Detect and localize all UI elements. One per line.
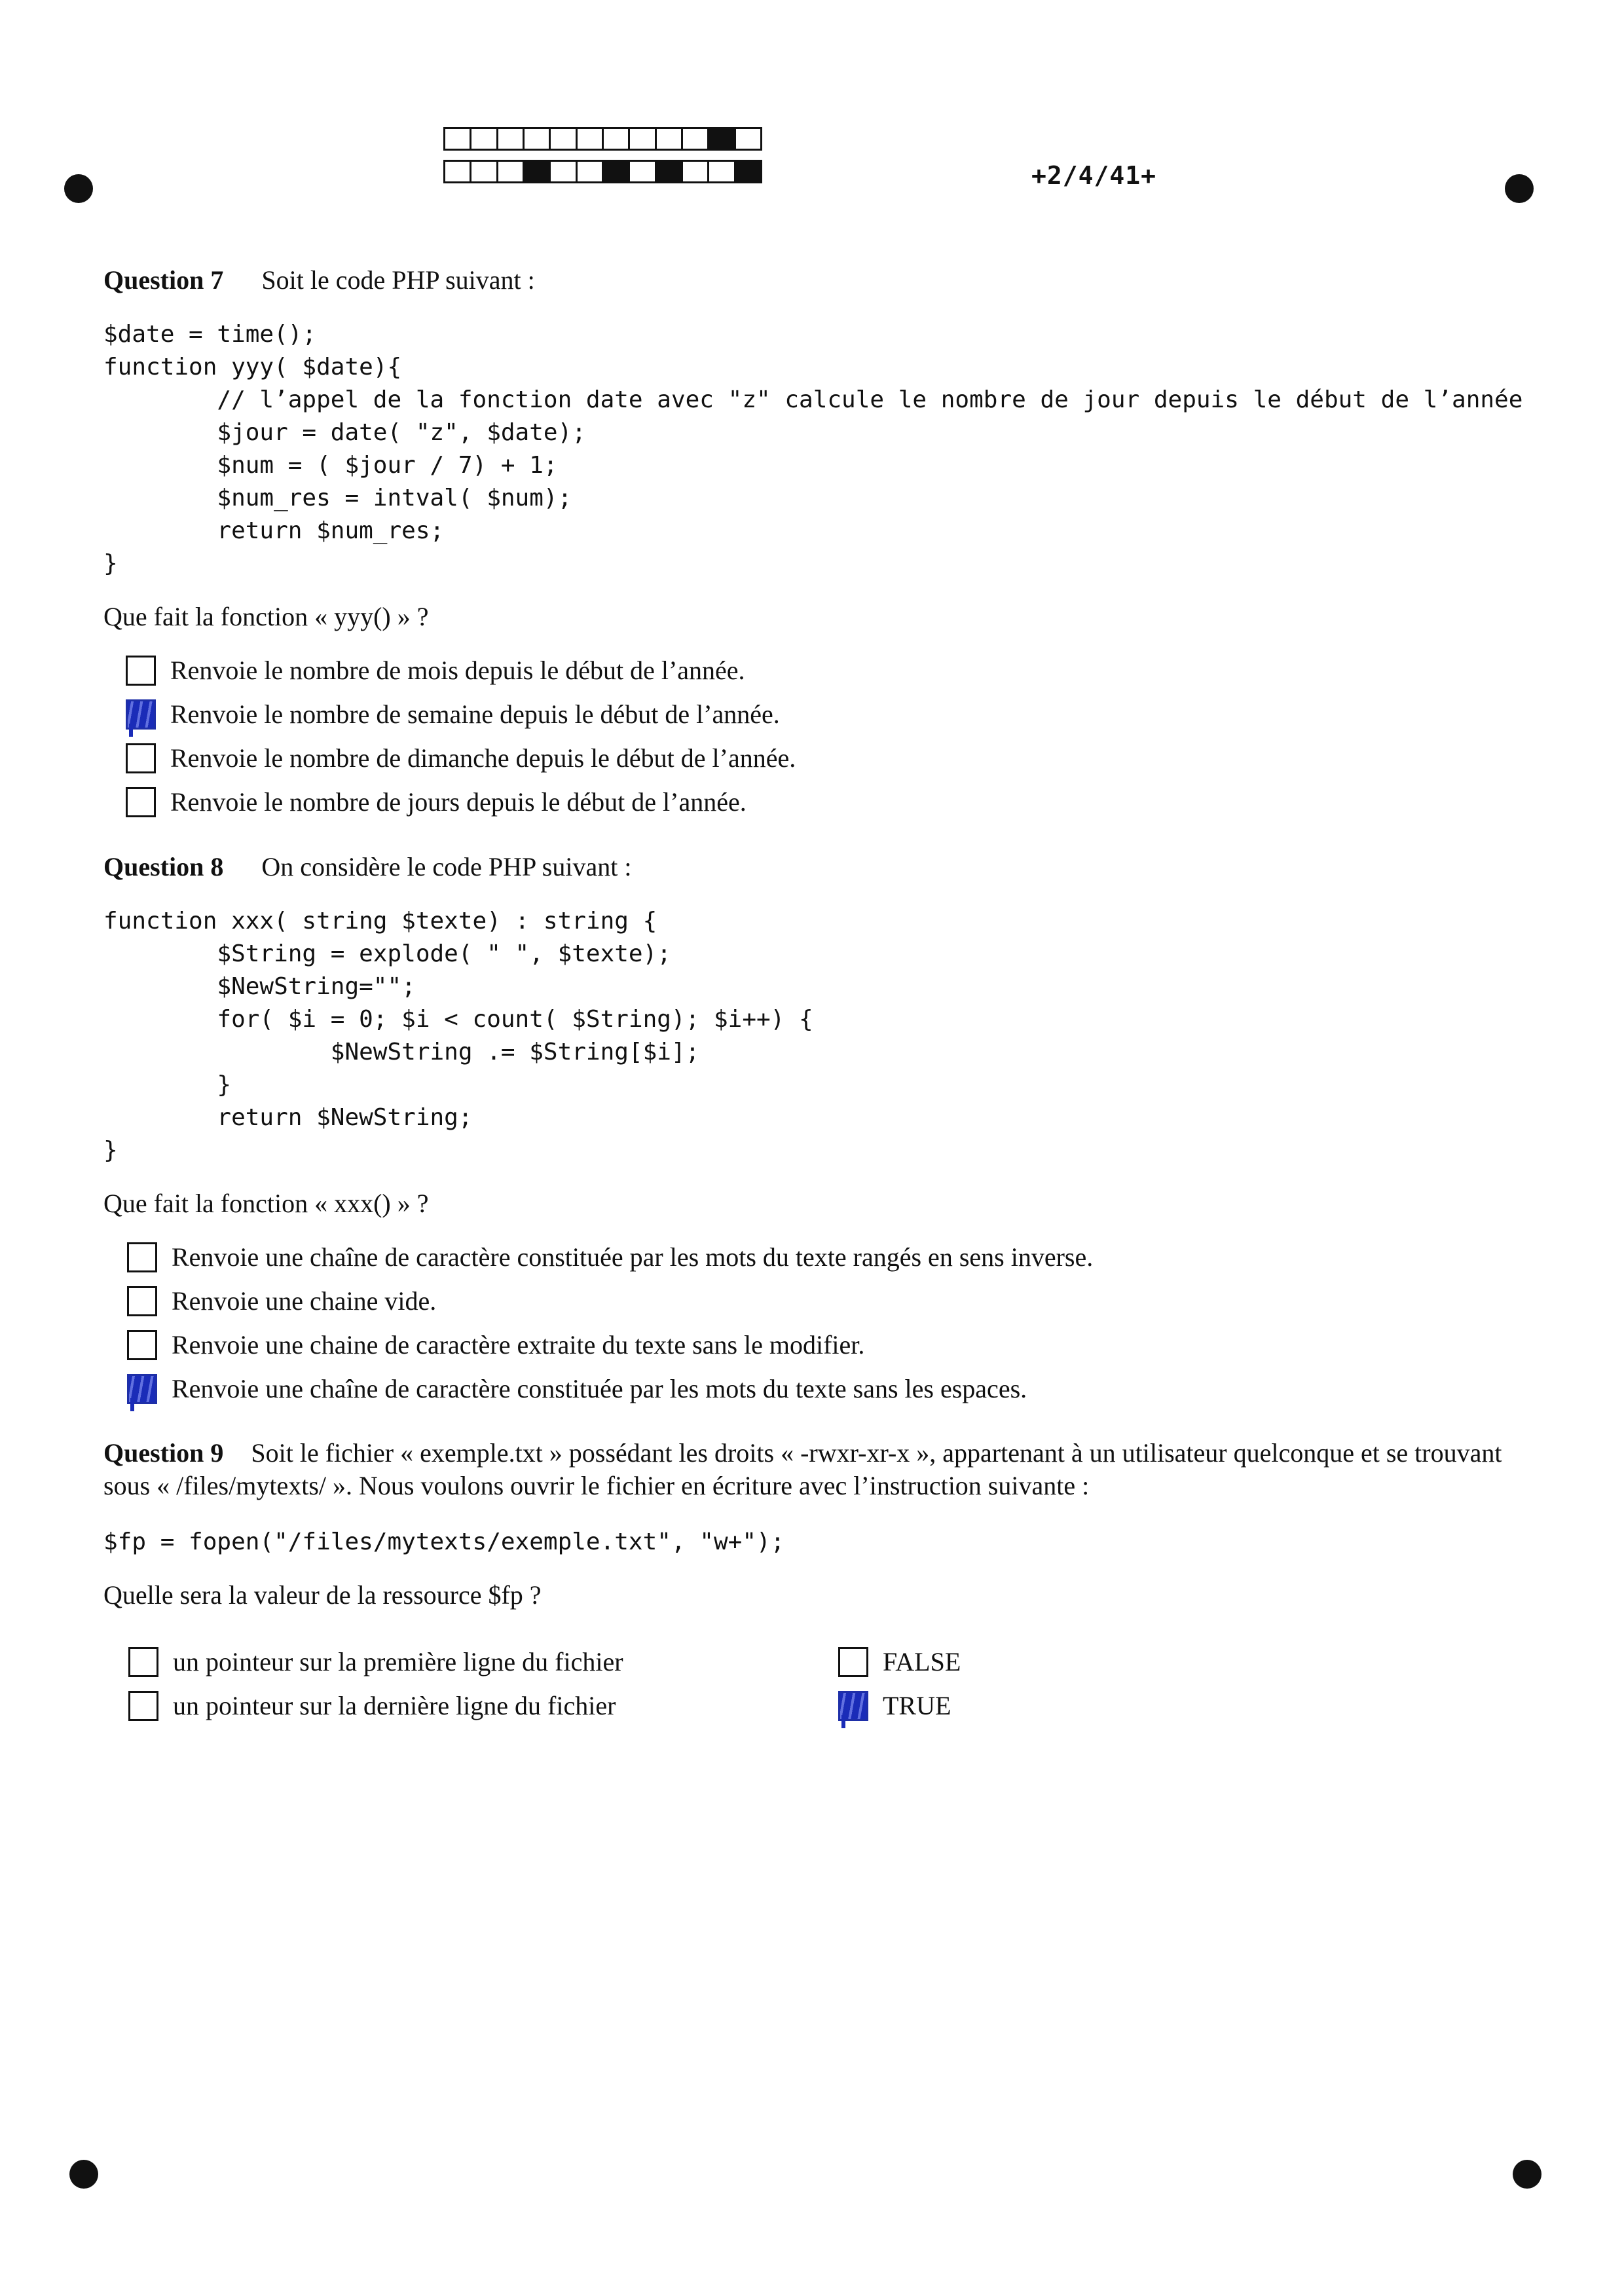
checkbox[interactable] bbox=[126, 743, 156, 773]
checkbox[interactable] bbox=[127, 1242, 157, 1272]
checkbox[interactable] bbox=[126, 787, 156, 817]
option-text: TRUE bbox=[883, 1691, 951, 1720]
grid-cell-empty bbox=[549, 160, 577, 183]
option-text: un pointeur sur la dernière ligne du fichier bbox=[173, 1691, 616, 1720]
option-text: FALSE bbox=[883, 1647, 961, 1676]
grid-cell-empty bbox=[576, 160, 604, 183]
option-text: Renvoie le nombre de mois depuis le début de l’année. bbox=[170, 656, 745, 685]
checkbox[interactable] bbox=[128, 1647, 158, 1677]
grid-cell-empty bbox=[470, 160, 498, 183]
question-7-code: $date = time(); function yyy( $date){ // l’appel de la fonction date avec "z" calcule le nombre de jour depuis le début de l’année $jour = date( "z", $date); $num = ( $jour / 7) + 1; $num_res = intval( $num); return $num_res; } bbox=[103, 321, 1523, 577]
question-8-prompt: Que fait la fonction « xxx() » ? bbox=[103, 1189, 429, 1218]
question-7-intro: Soit le code PHP suivant : bbox=[261, 265, 535, 295]
question-8-label: Question 8 bbox=[103, 852, 224, 881]
option-text: Renvoie une chaine vide. bbox=[172, 1286, 437, 1316]
grid-cell-empty bbox=[470, 127, 498, 151]
question-9-heading bbox=[103, 1437, 1518, 1502]
question-9-intro: Soit le fichier « exemple.txt » possédant les droits « -rwxr-xr-x », appartenant à un utilisateur quelconque et se trouvant sous « /files/mytexts/ ». Nous voulons ouvrir le fichier en écriture avec l’instruction suivante : bbox=[103, 1438, 1502, 1500]
header-code-grid-top bbox=[445, 127, 762, 151]
question-9-option-2[interactable] bbox=[128, 1690, 616, 1721]
grid-cell-empty bbox=[707, 160, 735, 183]
question-9-label: Question 9 bbox=[103, 1438, 224, 1468]
grid-cell-empty bbox=[734, 127, 762, 151]
option-text: un pointeur sur la première ligne du fichier bbox=[173, 1647, 623, 1676]
registration-mark-bottom-right bbox=[1513, 2160, 1541, 2189]
checkbox[interactable] bbox=[126, 656, 156, 686]
header-code-grid-bottom bbox=[445, 160, 762, 183]
option-text: Renvoie une chaîne de caractère constituée par les mots du texte rangés en sens inverse. bbox=[172, 1242, 1094, 1272]
grid-cell-empty bbox=[443, 127, 471, 151]
question-7-option-1[interactable] bbox=[126, 655, 745, 686]
page-number: +2/4/41+ bbox=[1031, 161, 1157, 190]
checkbox[interactable] bbox=[838, 1647, 868, 1677]
registration-mark-top-right bbox=[1505, 174, 1534, 203]
grid-cell-empty bbox=[496, 160, 525, 183]
question-9-code: $fp = fopen("/files/mytexts/exemple.txt", "w+"); bbox=[103, 1528, 785, 1555]
registration-mark-top-left bbox=[64, 174, 93, 203]
question-8-intro: On considère le code PHP suivant : bbox=[261, 852, 632, 881]
question-8-code: function xxx( string $texte) : string { $String = explode( " ", $texte); $NewString=""; for( $i = 0; $i < count( $String); $i++) { $NewString .= $String[$i]; } return $NewString; } bbox=[103, 908, 813, 1164]
checkbox[interactable] bbox=[127, 1330, 157, 1360]
option-text: Renvoie le nombre de semaine depuis le début de l’année. bbox=[170, 699, 780, 729]
grid-cell-filled bbox=[707, 127, 735, 151]
option-text: Renvoie une chaine de caractère extraite du texte sans le modifier. bbox=[172, 1330, 865, 1360]
grid-cell-filled bbox=[734, 160, 762, 183]
grid-cell-empty bbox=[655, 127, 683, 151]
question-7-label: Question 7 bbox=[103, 265, 224, 295]
question-9-option-4[interactable] bbox=[838, 1690, 951, 1721]
registration-mark-bottom-left bbox=[69, 2160, 98, 2189]
grid-cell-empty bbox=[549, 127, 577, 151]
option-text: Renvoie le nombre de jours depuis le début de l’année. bbox=[170, 787, 747, 817]
grid-cell-empty bbox=[602, 127, 630, 151]
checkbox-checked[interactable] bbox=[127, 1374, 157, 1404]
grid-cell-empty bbox=[628, 127, 656, 151]
question-8-option-2[interactable] bbox=[127, 1286, 436, 1316]
checkbox-checked[interactable] bbox=[126, 699, 156, 730]
grid-cell-empty bbox=[443, 160, 471, 183]
question-8-option-1[interactable] bbox=[127, 1242, 1093, 1272]
grid-cell-empty bbox=[576, 127, 604, 151]
grid-cell-filled bbox=[602, 160, 630, 183]
option-text: Renvoie le nombre de dimanche depuis le début de l’année. bbox=[170, 743, 796, 773]
checkbox[interactable] bbox=[127, 1286, 157, 1316]
grid-cell-filled bbox=[655, 160, 683, 183]
question-7-option-2[interactable] bbox=[126, 699, 780, 730]
grid-cell-empty bbox=[628, 160, 656, 183]
grid-cell-filled bbox=[523, 160, 551, 183]
question-8-option-3[interactable] bbox=[127, 1329, 864, 1360]
checkbox-checked[interactable] bbox=[838, 1691, 868, 1721]
grid-cell-empty bbox=[681, 127, 709, 151]
question-9-option-3[interactable] bbox=[838, 1646, 961, 1677]
option-text: Renvoie une chaîne de caractère constituée par les mots du texte sans les espaces. bbox=[172, 1374, 1027, 1403]
grid-cell-empty bbox=[681, 160, 709, 183]
question-7-prompt: Que fait la fonction « yyy() » ? bbox=[103, 602, 429, 631]
question-8-option-4[interactable] bbox=[127, 1373, 1027, 1404]
question-7-option-3[interactable] bbox=[126, 743, 796, 773]
question-8-heading bbox=[103, 851, 631, 882]
question-7-option-4[interactable] bbox=[126, 787, 747, 817]
question-7-heading bbox=[103, 265, 535, 295]
question-9-prompt: Quelle sera la valeur de la ressource $fp ? bbox=[103, 1580, 542, 1610]
grid-cell-empty bbox=[496, 127, 525, 151]
checkbox[interactable] bbox=[128, 1691, 158, 1721]
question-9-option-1[interactable] bbox=[128, 1646, 623, 1677]
grid-cell-empty bbox=[523, 127, 551, 151]
